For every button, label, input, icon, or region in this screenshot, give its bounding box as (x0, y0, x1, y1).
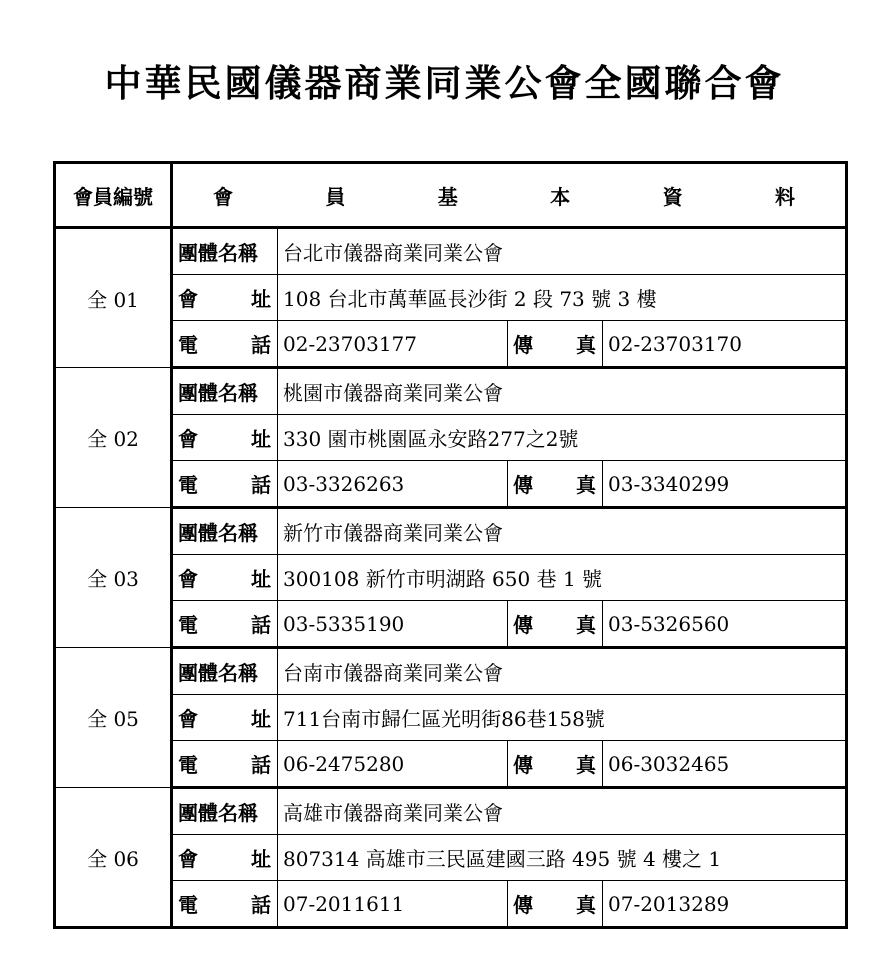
phone-label-char: 電 (178, 893, 198, 917)
phone-label (172, 321, 278, 368)
phone-label-char: 話 (251, 333, 271, 357)
member-contact-row (55, 321, 847, 368)
member-contact-row (55, 881, 847, 928)
fax-label-char: 傳 (513, 333, 533, 357)
member-name-row (55, 648, 847, 695)
org-name-label: 團體名稱 (172, 228, 278, 275)
fax-number: 03-3340299 (603, 461, 847, 508)
member-name-row (55, 368, 847, 415)
address: 711台南市歸仁區光明街86巷158號 (278, 695, 847, 741)
address-label (172, 555, 278, 601)
phone-label-char: 電 (178, 473, 198, 497)
member-address-row (55, 555, 847, 601)
fax-label-char: 真 (576, 893, 596, 917)
phone-number: 06-2475280 (278, 741, 508, 788)
org-name-label: 團體名稱 (172, 788, 278, 835)
fax-label (508, 881, 603, 928)
phone-label (172, 601, 278, 648)
header-char: 料 (774, 184, 795, 209)
header-row (55, 163, 847, 228)
fax-label-char: 真 (576, 753, 596, 777)
fax-label-char: 真 (576, 473, 596, 497)
phone-label-char: 話 (251, 893, 271, 917)
member-contact-row (55, 601, 847, 648)
fax-label-char: 真 (576, 613, 596, 637)
phone-label-char: 電 (178, 753, 198, 777)
org-name: 桃園市儀器商業同業公會 (278, 368, 847, 415)
member-contact-row (55, 461, 847, 508)
address-label-char: 會 (178, 567, 198, 591)
member-name-row (55, 788, 847, 835)
org-name: 高雄市儀器商業同業公會 (278, 788, 847, 835)
address: 300108 新竹市明湖路 650 巷 1 號 (278, 555, 847, 601)
phone-label-char: 話 (251, 613, 271, 637)
member-id: 全 01 (55, 228, 172, 368)
fax-label-char: 真 (576, 333, 596, 357)
fax-label-char: 傳 (513, 893, 533, 917)
phone-label (172, 881, 278, 928)
address: 807314 高雄市三民區建國三路 495 號 4 樓之 1 (278, 835, 847, 881)
header-member-id: 會員編號 (55, 163, 172, 228)
fax-label (508, 461, 603, 508)
phone-label-char: 話 (251, 753, 271, 777)
phone-label (172, 741, 278, 788)
address-label (172, 695, 278, 741)
phone-label-char: 電 (178, 613, 198, 637)
fax-label (508, 741, 603, 788)
header-member-info (172, 163, 847, 228)
fax-number: 06-3032465 (603, 741, 847, 788)
org-name-label: 團體名稱 (172, 368, 278, 415)
fax-label-char: 傳 (513, 473, 533, 497)
fax-label-char: 傳 (513, 753, 533, 777)
fax-label (508, 601, 603, 648)
phone-label-char: 電 (178, 333, 198, 357)
member-contact-row (55, 741, 847, 788)
member-table (53, 161, 848, 929)
member-address-row (55, 415, 847, 461)
page-title: 中華民國儀器商業同業公會全國聯合會 (104, 61, 785, 105)
fax-number: 07-2013289 (603, 881, 847, 928)
header-char: 基 (437, 184, 458, 209)
address-label-char: 會 (178, 847, 198, 871)
address-label-char: 址 (251, 707, 271, 731)
fax-number: 03-5326560 (603, 601, 847, 648)
address-label-char: 址 (251, 847, 271, 871)
fax-number: 02-23703170 (603, 321, 847, 368)
fax-label (508, 321, 603, 368)
member-name-row (55, 228, 847, 275)
address-label-char: 址 (251, 567, 271, 591)
member-address-row (55, 695, 847, 741)
phone-label (172, 461, 278, 508)
org-name-label: 團體名稱 (172, 648, 278, 695)
header-char: 本 (550, 184, 571, 209)
org-name-label: 團體名稱 (172, 508, 278, 555)
header-char: 資 (662, 184, 683, 209)
address-label (172, 275, 278, 321)
fax-label-char: 傳 (513, 613, 533, 637)
address: 330 園市桃園區永安路277之2號 (278, 415, 847, 461)
member-id: 全 03 (55, 508, 172, 648)
member-id: 全 06 (55, 788, 172, 928)
phone-number: 07-2011611 (278, 881, 508, 928)
org-name: 台南市儀器商業同業公會 (278, 648, 847, 695)
org-name: 台北市儀器商業同業公會 (278, 228, 847, 275)
header-char: 員 (325, 184, 346, 209)
phone-number: 03-3326263 (278, 461, 508, 508)
phone-label-char: 話 (251, 473, 271, 497)
address-label-char: 址 (251, 427, 271, 451)
phone-number: 02-23703177 (278, 321, 508, 368)
address-label-char: 會 (178, 287, 198, 311)
member-name-row (55, 508, 847, 555)
address-label-char: 址 (251, 287, 271, 311)
header-char: 會 (213, 184, 233, 209)
member-id: 全 05 (55, 648, 172, 788)
member-address-row (55, 275, 847, 321)
member-id: 全 02 (55, 368, 172, 508)
address: 108 台北市萬華區長沙街 2 段 73 號 3 樓 (278, 275, 847, 321)
address-label-char: 會 (178, 707, 198, 731)
address-label-char: 會 (178, 427, 198, 451)
org-name: 新竹市儀器商業同業公會 (278, 508, 847, 555)
phone-number: 03-5335190 (278, 601, 508, 648)
address-label (172, 415, 278, 461)
member-address-row (55, 835, 847, 881)
address-label (172, 835, 278, 881)
